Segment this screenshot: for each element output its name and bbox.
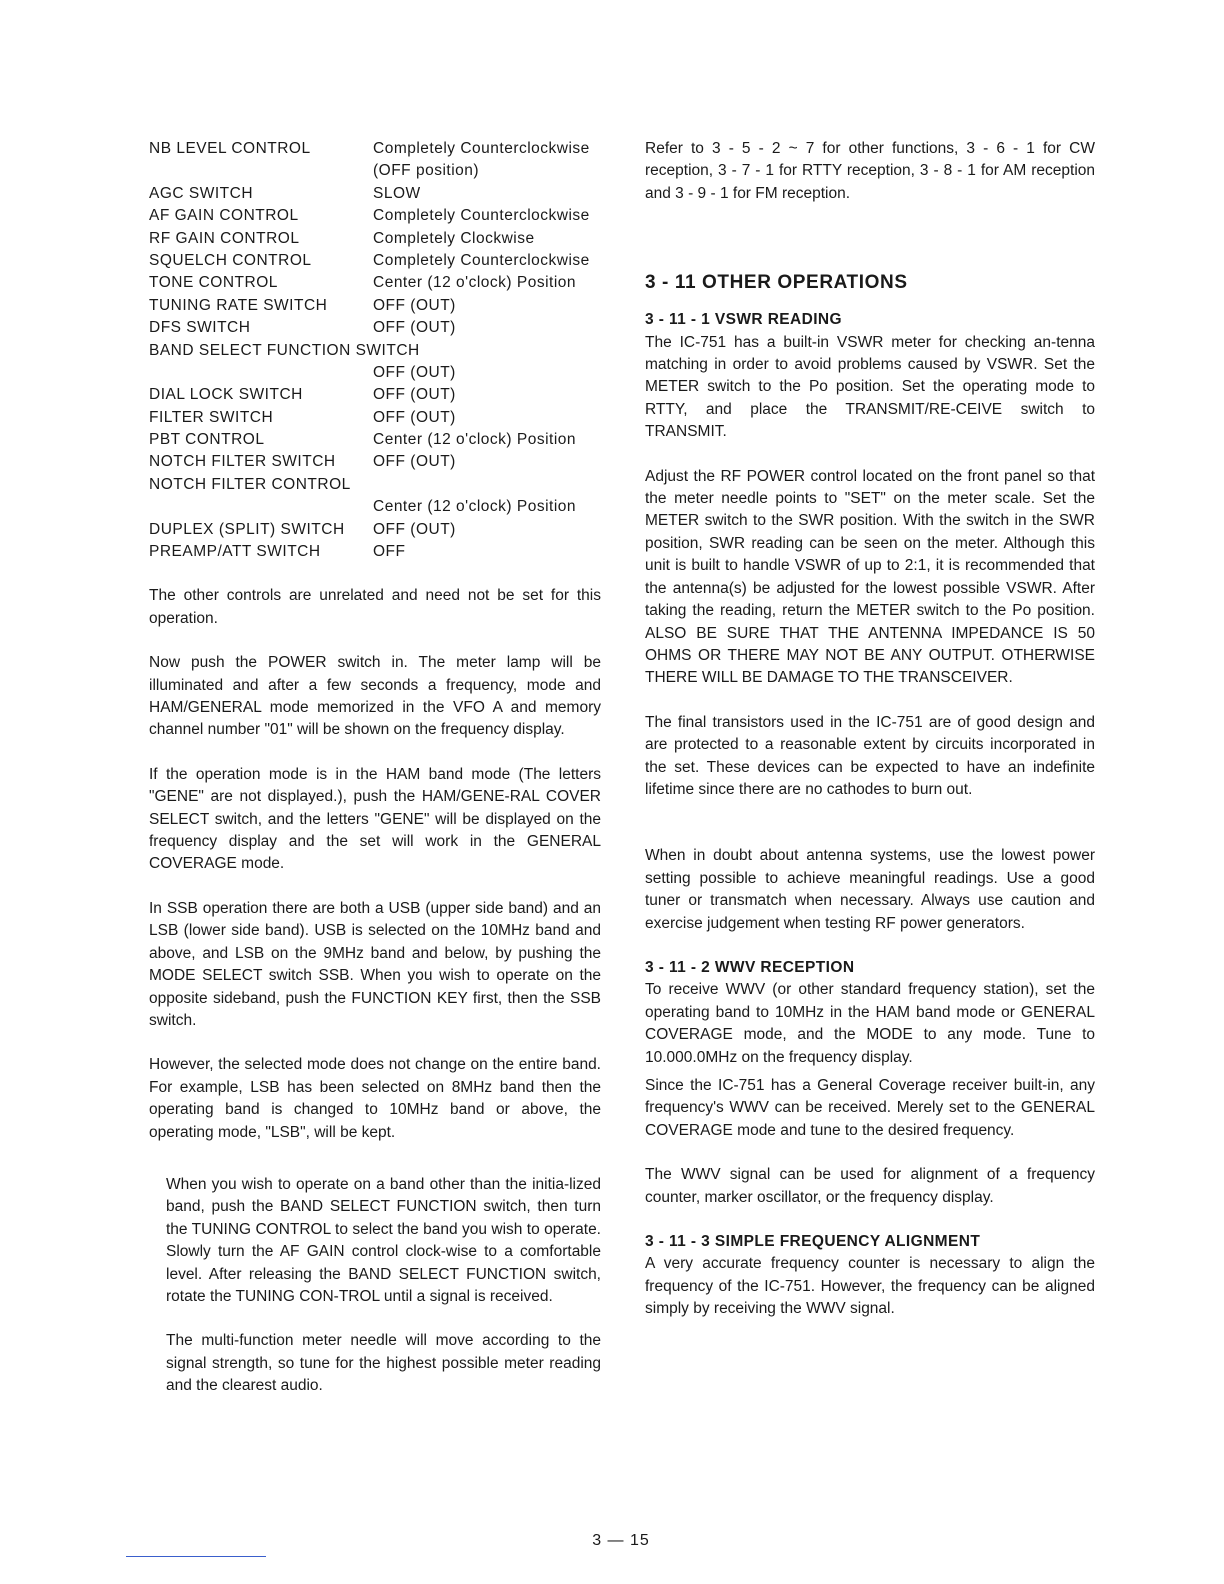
- settings-row: [149, 295, 601, 317]
- settings-row: [149, 362, 601, 384]
- setting-name: TONE CONTROL: [149, 274, 278, 292]
- settings-row: [149, 519, 601, 541]
- settings-row: [149, 250, 601, 272]
- setting-value: SLOW: [373, 184, 421, 202]
- paragraph-wwv-general: Since the IC-751 has a General Coverage receiver built-in, any frequency's WWV can be received. Merely set to the GENERAL COVERAGE mode and tune to the desired frequency.: [645, 1077, 1095, 1139]
- paragraph-antenna-doubt: When in doubt about antenna systems, use the lowest power setting possible to achieve meaningful readings. Use a good tuner or transmatch when necessary. Always use caution and exercise judgement when testing RF power generators.: [645, 847, 1095, 932]
- paragraph-however: However, the selected mode does not change on the entire band. For example, LSB has been selected on 8MHz band then the operating band is changed to 10MHz band or above, the operating mode, "LSB", will be kept.: [149, 1056, 601, 1141]
- setting-name: FILTER SWITCH: [149, 408, 274, 426]
- setting-value: Center (12 o'clock) Position: [373, 431, 577, 449]
- settings-row: [149, 451, 601, 473]
- setting-value: OFF (OUT): [373, 408, 456, 426]
- paragraph-frequency-alignment: A very accurate frequency counter is necessary to align the frequency of the IC-751. However, the frequency can be aligned simply by receiving the WWV signal.: [645, 1255, 1095, 1318]
- setting-value: OFF (OUT): [373, 386, 456, 404]
- setting-value: Completely Counterclockwise: [373, 251, 590, 269]
- subsection-title-vswr: 3 - 11 - 1 VSWR READING: [645, 311, 842, 329]
- setting-name: PREAMP/ATT SWITCH: [149, 543, 321, 561]
- setting-name: SQUELCH CONTROL: [149, 251, 312, 269]
- paragraph-refer: Refer to 3 - 5 - 2 ~ 7 for other functions, 3 - 6 - 1 for CW reception, 3 - 7 - 1 for RTTY reception, 3 - 8 - 1 for AM reception and 3 - 9 - 1 for FM reception.: [645, 140, 1095, 202]
- settings-row: [149, 496, 601, 518]
- paragraph-wwv-alignment: The WWV signal can be used for alignment of a frequency counter, marker oscillator, or the frequency display.: [645, 1166, 1095, 1206]
- paragraph-ham-mode: If the operation mode is in the HAM band mode (The letters "GENE" are not displayed.), push the HAM/GENE-RAL COVER SELECT switch, and the letters "GENE" will be displayed on the frequency display and the set will work in the GENERAL COVERAGE mode.: [149, 765, 601, 873]
- setting-name: NOTCH FILTER CONTROL: [149, 475, 351, 493]
- setting-name: PBT CONTROL: [149, 431, 265, 449]
- setting-value: OFF (OUT): [373, 319, 456, 337]
- setting-value: (OFF position): [373, 162, 480, 180]
- settings-row: [149, 205, 601, 227]
- settings-row: [149, 272, 601, 294]
- settings-row: [149, 474, 601, 496]
- setting-name: TUNING RATE SWITCH: [149, 296, 328, 314]
- setting-value: Center (12 o'clock) Position: [373, 498, 577, 516]
- paragraph-meter: The multi-function meter needle will move according to the signal strength, so tune for the highest possible meter reading and the clearest audio.: [166, 1332, 601, 1395]
- setting-value: OFF (OUT): [373, 453, 456, 471]
- setting-value: OFF (OUT): [373, 296, 456, 314]
- setting-value: OFF (OUT): [373, 363, 456, 381]
- setting-name: RF GAIN CONTROL: [149, 229, 300, 247]
- setting-name: NOTCH FILTER SWITCH: [149, 453, 336, 471]
- setting-name: DFS SWITCH: [149, 319, 251, 337]
- settings-row: [149, 317, 601, 339]
- setting-name: AF GAIN CONTROL: [149, 207, 299, 225]
- setting-value: Center (12 o'clock) Position: [373, 274, 577, 292]
- settings-row: [149, 384, 601, 406]
- paragraph-vswr-intro: The IC-751 has a built-in VSWR meter for checking an-tenna matching in order to avoid problems caused by VSWR. Set the METER switch to the Po position. Set the operating mode to RTTY, and place the TRANSMIT/RE-CEIVE switch to TRANSMIT.: [645, 333, 1095, 441]
- settings-row: [149, 340, 601, 362]
- setting-name: DIAL LOCK SWITCH: [149, 386, 303, 404]
- settings-row: [149, 160, 601, 182]
- settings-row: [149, 429, 601, 451]
- page-number: 3 — 15: [592, 1532, 650, 1549]
- setting-name: AGC SWITCH: [149, 184, 254, 202]
- footer-rule: [126, 1556, 266, 1557]
- settings-list: [149, 138, 601, 563]
- paragraph-power-on: Now push the POWER switch in. The meter lamp will be illuminated and after a few seconds a frequency, mode and HAM/GENERAL mode memorized in the VFO A and memory channel number "01" will be shown on the frequency display.: [149, 654, 601, 739]
- settings-row: [149, 228, 601, 250]
- subsection-title-wwv: 3 - 11 - 2 WWV RECEPTION: [645, 958, 855, 976]
- paragraph-wwv-receive: To receive WWV (or other standard frequency station), set the operating band to 10MHz in the HAM band mode or GENERAL COVERAGE mode, and the MODE to any mode. Tune to 10.000.0MHz on the frequency display.: [645, 981, 1095, 1066]
- paragraph-vswr-adjust: Adjust the RF POWER control located on the front panel so that the meter needle points to "SET" on the meter scale. Set the METER switch to the SWR position. With the switch in the SWR position, SWR reading can be seen on the meter. Although this unit is built to handle VSWR of up to 2:1, it is recommended that the antenna(s) be adjusted for the lowest possible VSWR. After taking the reading, return the METER switch to the Po position. ALSO BE SURE THAT THE ANTENNA IMPEDANCE IS 50 OHMS OR THERE MAY NOT BE ANY OUTPUT. OTHERWISE THERE WILL BE DAMAGE TO THE TRANSCEIVER.: [645, 467, 1095, 687]
- setting-value: Completely Counterclockwise: [373, 140, 590, 157]
- right-column: [645, 138, 1095, 1321]
- paragraph-other-controls: The other controls are unrelated and need not be set for this operation.: [149, 587, 601, 627]
- settings-row: [149, 407, 601, 429]
- section-title: 3 - 11 OTHER OPERATIONS: [645, 272, 908, 294]
- setting-name: [149, 496, 373, 518]
- setting-name: BAND SELECT FUNCTION SWITCH: [149, 341, 420, 359]
- left-column: [149, 138, 601, 1398]
- setting-name: DUPLEX (SPLIT) SWITCH: [149, 520, 345, 538]
- settings-row: [149, 183, 601, 205]
- setting-value: Completely Clockwise: [373, 229, 535, 247]
- paragraph-band-other: When you wish to operate on a band other than the initia-lized band, push the BAND SELECT FUNCTION switch, then turn the TUNING CONTROL to select the band you wish to operate. Slowly turn the AF GAIN control clock-wise to a comfortable level. After releasing the BAND SELECT FUNCTION switch, rotate the TUNING CON-TROL until a signal is received.: [166, 1175, 601, 1305]
- setting-value: OFF (OUT): [373, 520, 456, 538]
- setting-value: OFF: [373, 543, 406, 561]
- settings-row: [149, 541, 601, 563]
- subsection-title-alignment: 3 - 11 - 3 SIMPLE FREQUENCY ALIGNMENT: [645, 1233, 981, 1251]
- setting-name: [149, 160, 373, 182]
- setting-value: Completely Counterclockwise: [373, 207, 590, 225]
- setting-name: [149, 362, 373, 384]
- paragraph-ssb: In SSB operation there are both a USB (upper side band) and an LSB (lower side band). USB is selected on the 10MHz band and above, and LSB on the 9MHz band and below, by pushing the MODE SELECT switch SSB. When you wish to operate on the opposite sideband, push the FUNCTION KEY first, then the SSB switch.: [149, 899, 601, 1029]
- settings-row: [149, 138, 601, 160]
- paragraph-final-transistors: The final transistors used in the IC-751 are of good design and are protected to a reasonable extent by circuits incorporated in the set. These devices can be expected to have an indefinite lifetime since there are no cathodes to burn out.: [645, 713, 1095, 798]
- setting-name: NB LEVEL CONTROL: [149, 140, 311, 157]
